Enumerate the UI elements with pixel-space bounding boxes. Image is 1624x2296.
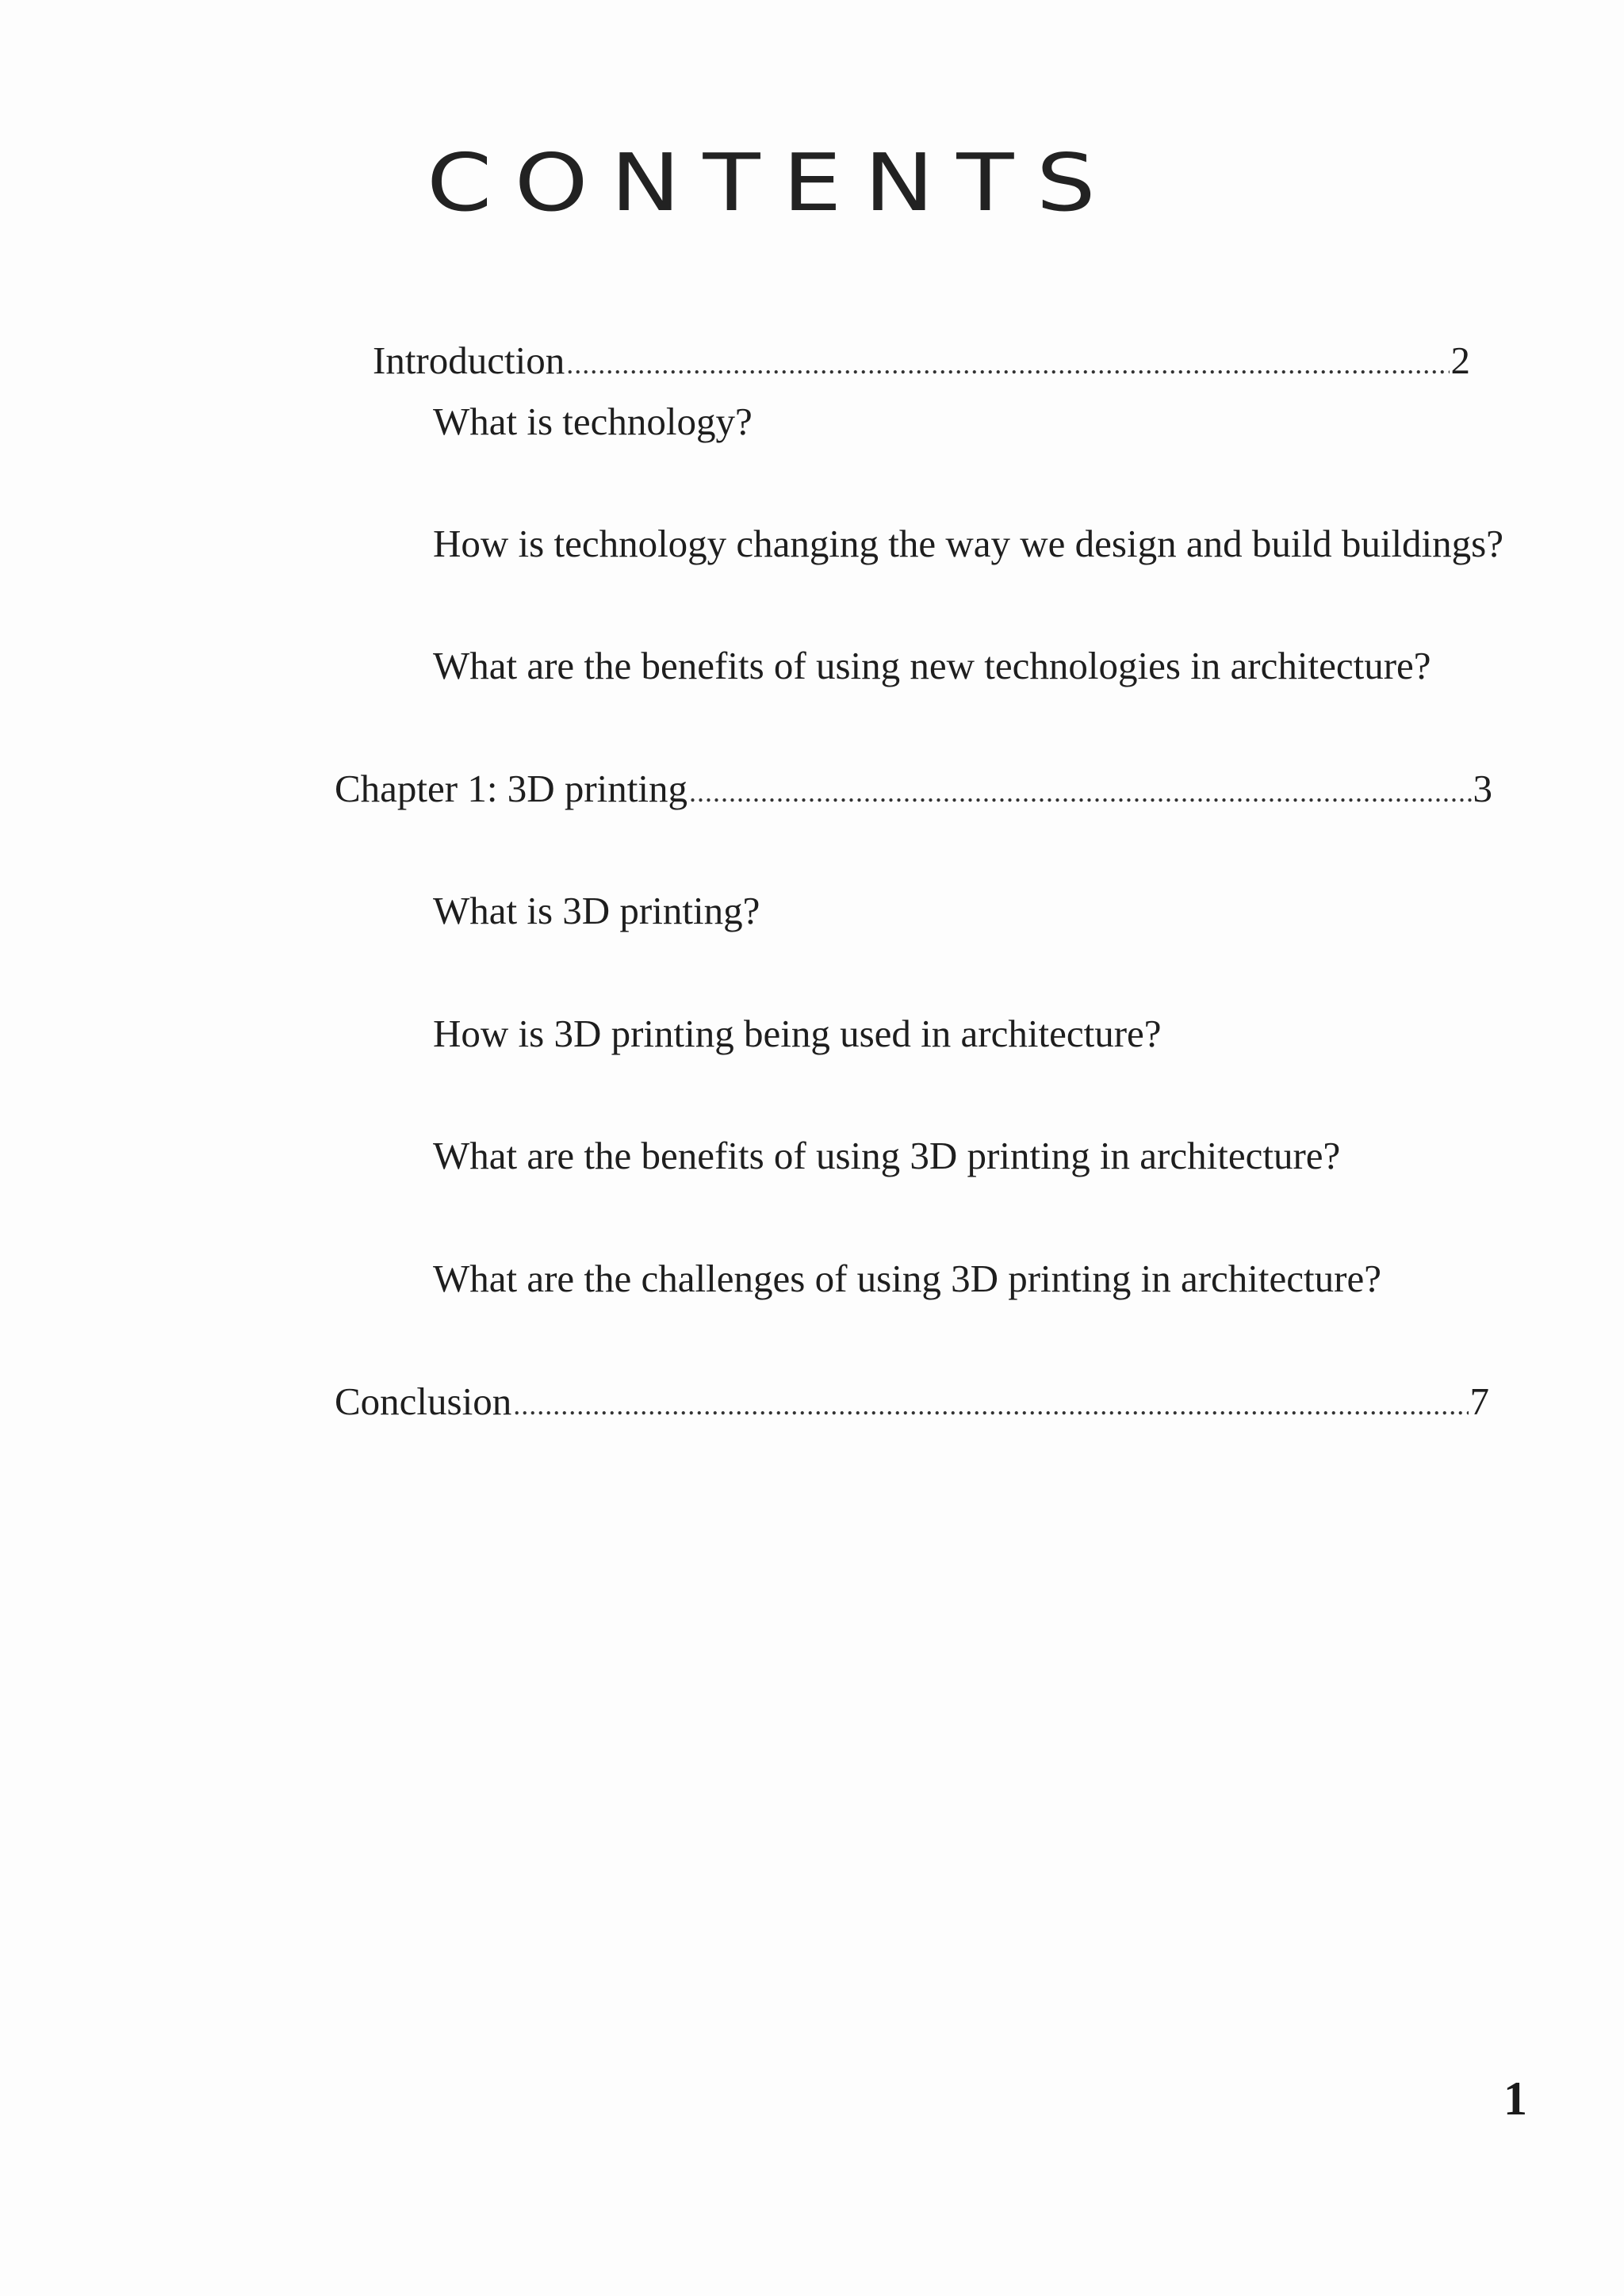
dot-leader [689,768,1471,816]
toc-entry-introduction [373,337,1470,385]
toc-subentry: What is 3D printing? [433,889,760,932]
toc-subentry: What are the benefits of using 3D printing in architecture? [433,1134,1341,1177]
toc-entry-conclusion [335,1378,1489,1425]
toc-subentry: What is technology? [433,400,753,443]
toc-subentry: What are the benefits of using new technologies in architecture? [433,644,1431,687]
toc-entry-chapter-1 [335,765,1492,813]
toc-subentry: How is 3D printing being used in architecture? [433,1012,1162,1055]
page-number: 1 [1503,2072,1527,2125]
toc-entry-label: Conclusion [335,1380,512,1423]
dot-leader [513,1381,1468,1429]
dot-leader [566,340,1449,388]
toc-entry-page-number: 7 [1469,1380,1489,1423]
toc-subentry: How is technology changing the way we design and build buildings? [433,522,1503,565]
toc-entry-page-number: 2 [1450,339,1470,382]
toc-subentry: What are the challenges of using 3D printing in architecture? [433,1257,1381,1300]
toc-entry-page-number: 3 [1473,767,1492,810]
page-title: CONTENTS [427,136,1119,229]
toc-entry-label: Chapter 1: 3D printing [335,767,688,810]
toc-entry-label: Introduction [373,339,565,382]
